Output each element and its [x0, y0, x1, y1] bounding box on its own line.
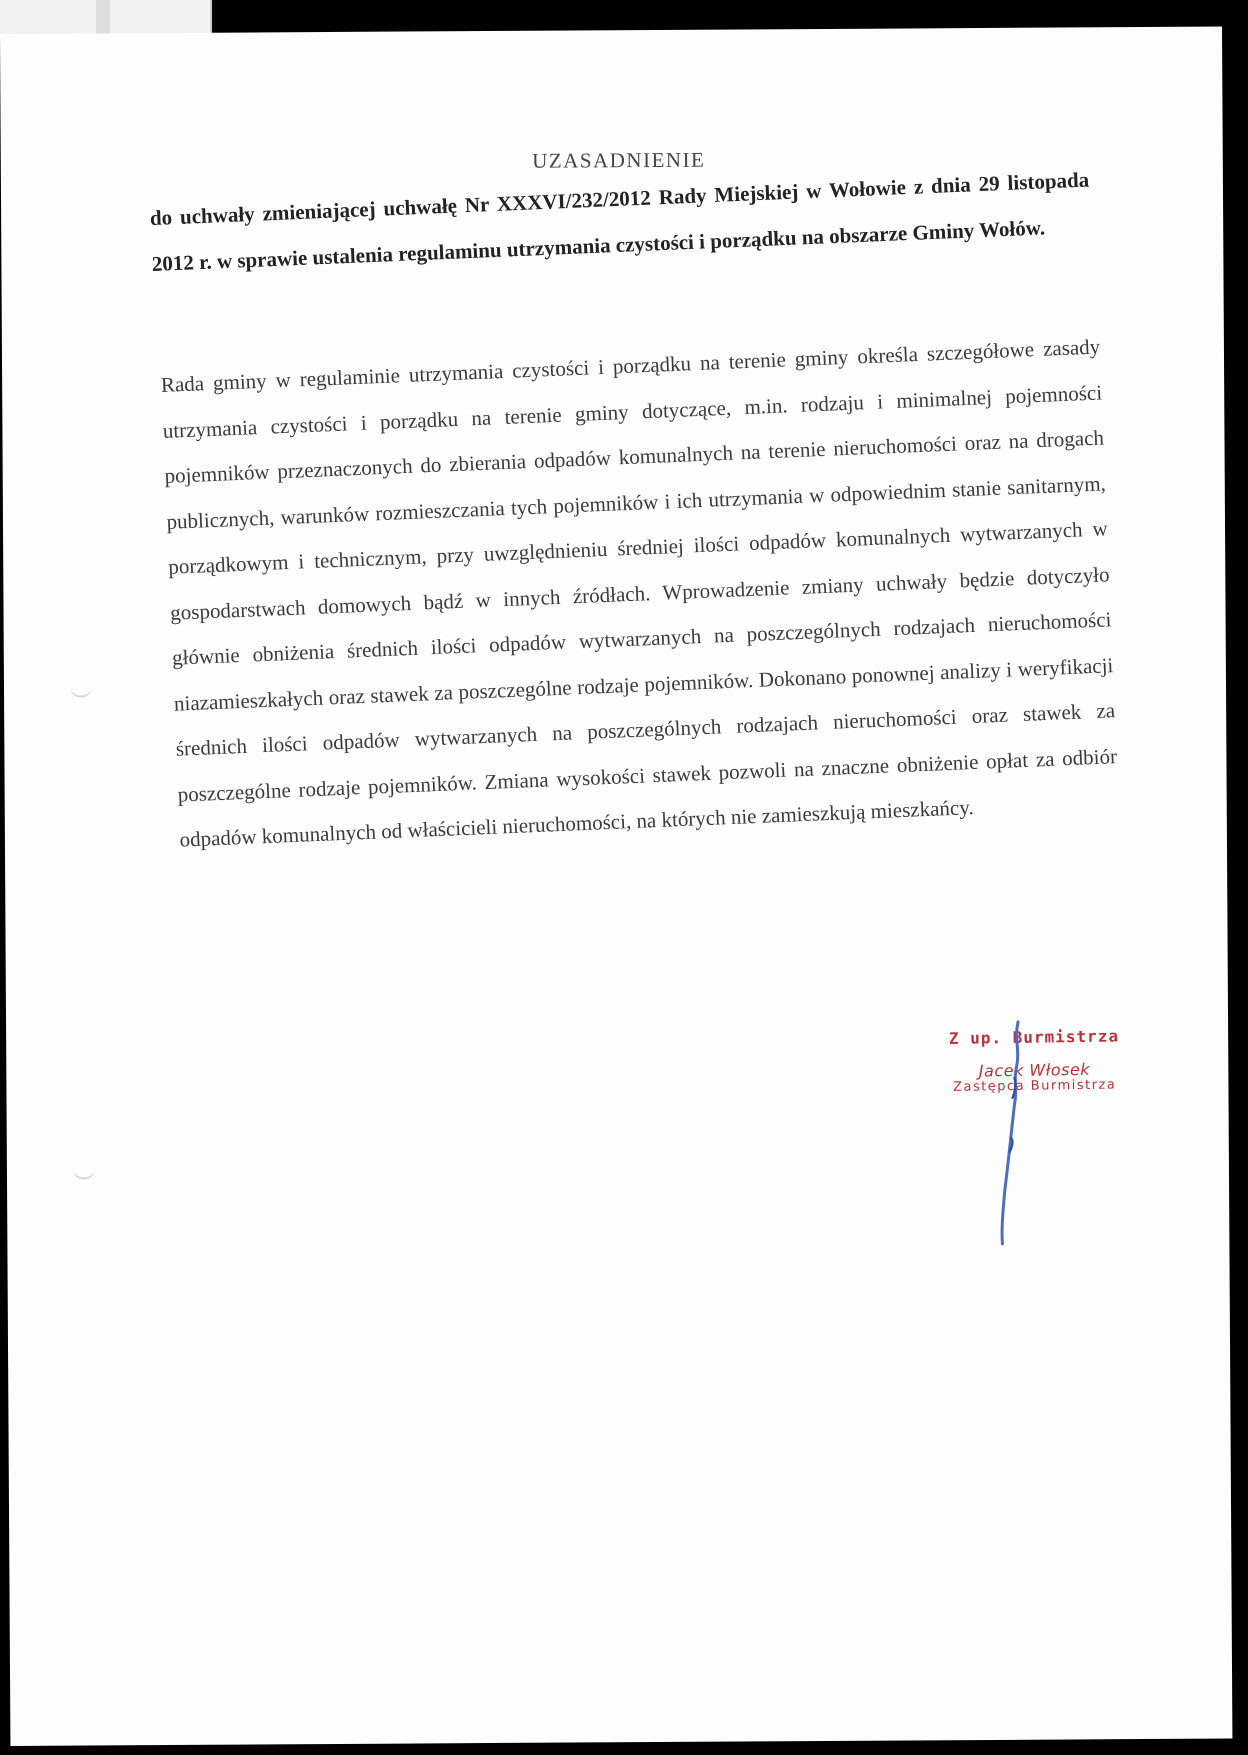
stamp-position: Zastępca Burmistrza: [952, 1077, 1117, 1095]
document-content: [148, 27, 1120, 1095]
stamp-name: Jacek Włosek: [978, 1059, 1091, 1081]
document-title: UZASADNIENIE: [532, 147, 706, 173]
punch-hole-mark: [70, 681, 92, 697]
document-body: Rada gminy w regulaminie utrzymania czystości i porządku na terenie gminy określa szczegółowe zasady utrzymania czystości i porządku na terenie gminy dotyczące, m.in. rodzaju i minimalnej pojemności pojemników przeznaczonych do zbierania odpadów komunalnych na terenie nieruchomości oraz na drogach publicznych, warunków rozmieszczania tych pojemników i ich utrzymania w odpowiednim stanie sanitarnym, porządkowym i technicznym, przy uwzględnieniu średniej ilości odpadów komunalnych wytwarzanych w gospodarstwach domowych bądź w innych źródłach. Wprowadzenie zmiany uchwały będzie dotyczyło głównie obniżenia średnich ilości odpadów wytwarzanych na poszczególnych rodzajach nieruchomości niazamieszkałych oraz stawek za poszczególne rodzaje pojemników. Dokonano ponownej analizy i weryfikacji średnich ilości odpadów wytwarzanych na poszczególnych rodzajach nieruchomości oraz stawek za poszczególne rodzaje pojemników. Zmiana wysokości stawek pozwoli na znaczne obniżenie opłat za odbiór odpadów komunalnych od właścicieli nieruchomości, na których nie zamieszkują mieszkańcy.: [160, 334, 1118, 852]
punch-hole-mark: [73, 1163, 95, 1179]
document-subtitle: do uchwały zmieniającej uchwałę Nr XXXVI/232/2012 Rady Miejskiej w Wołowie z dnia 29 listopada 2012 r. w sprawie ustalenia regulaminu utrzymania czystości i porządku na obszarze Gminy Wołów.: [149, 167, 1090, 277]
handwritten-signature: [984, 1018, 1045, 1248]
stamp-authority: Z up. Burmistrza: [948, 1026, 1120, 1048]
document-page: [0, 27, 1232, 1746]
